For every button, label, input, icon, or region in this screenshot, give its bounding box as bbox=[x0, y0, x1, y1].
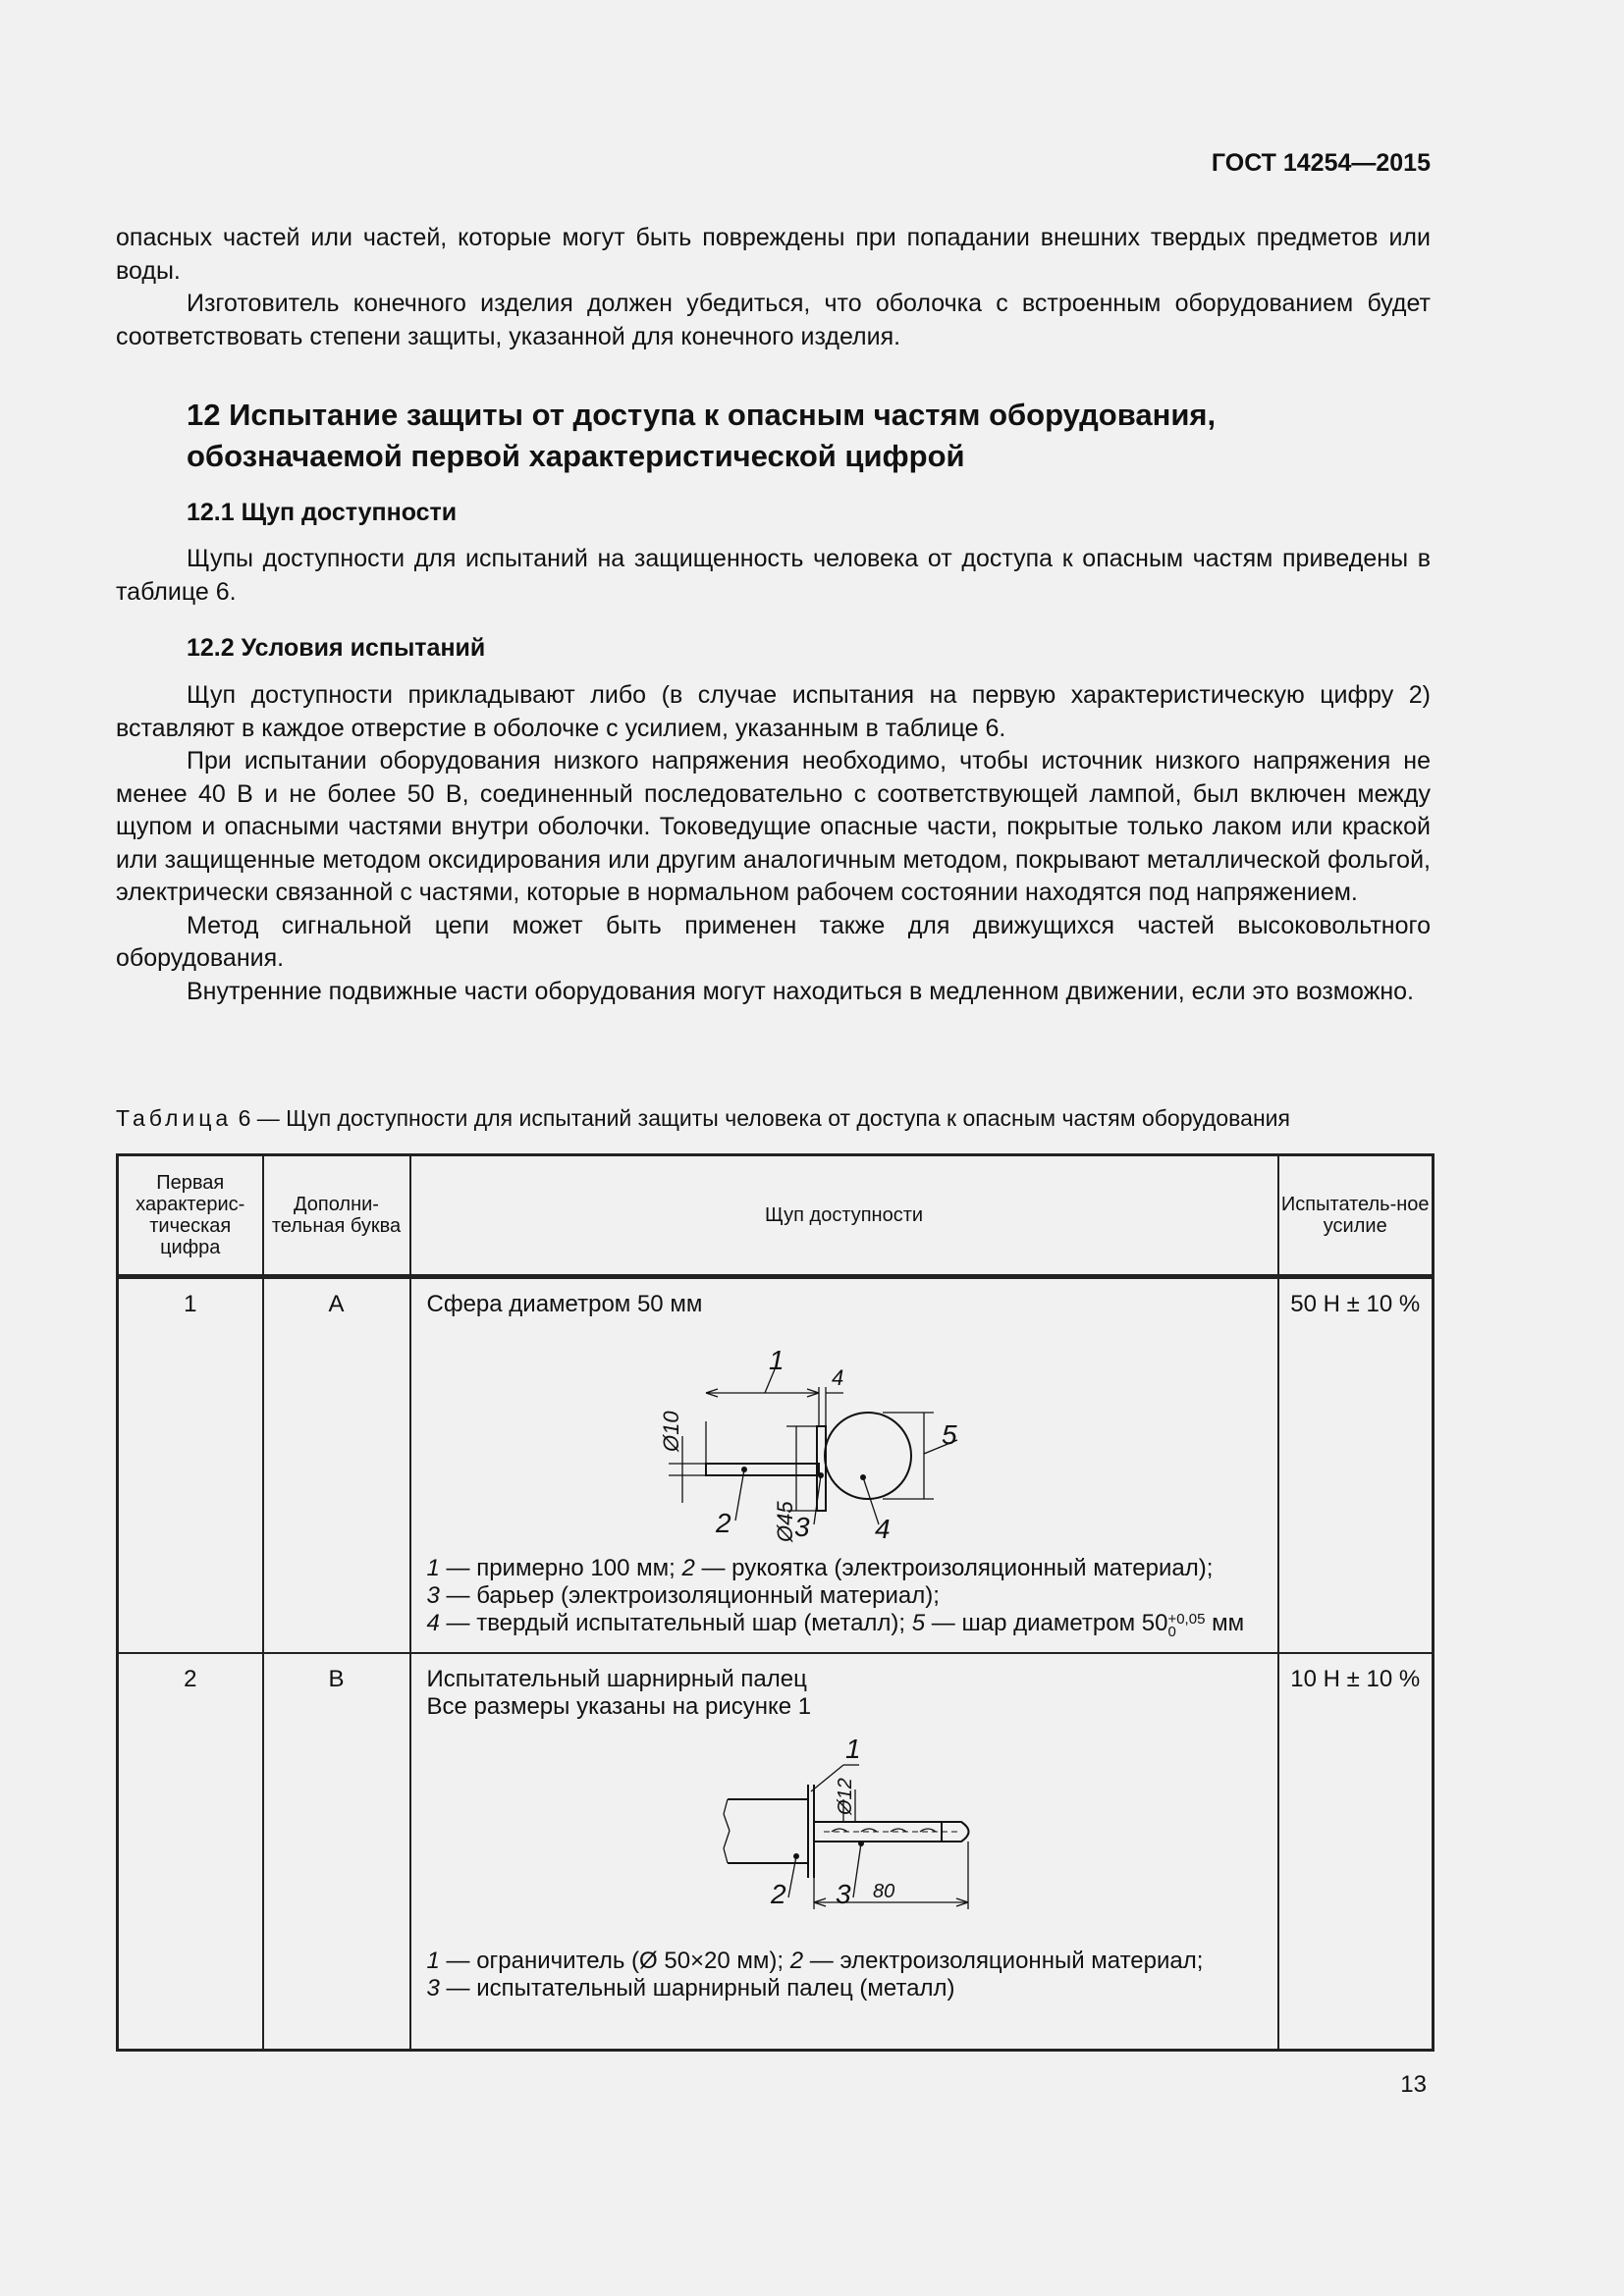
sphere-shape bbox=[825, 1413, 911, 1499]
header-test-force: Испытатель-ное усилие bbox=[1278, 1155, 1434, 1277]
fig1-label-4: 4 bbox=[874, 1514, 891, 1544]
header-first-digit: Первая характерис-тическая цифра bbox=[118, 1155, 263, 1277]
jointed-finger-figure bbox=[411, 1731, 1248, 1942]
ball-diameter: 50 +0,05 0 мм bbox=[1141, 1610, 1245, 1640]
row2-legend-line1: 1 — ограничитель (Ø 50×20 мм); 2 — электроизоляционный материал; bbox=[426, 1947, 1204, 1974]
row1-legend-line3: 4 — твердый испытательный шар (металл); 5 — шар диаметром 50 +0,05 0 мм bbox=[426, 1610, 1245, 1640]
table-header-row bbox=[118, 1155, 1434, 1277]
section-12-2-text bbox=[116, 679, 1431, 1008]
row1-legend-line1: 1 — примерно 100 мм; 2 — рукоятка (электроизоляционный материал); bbox=[426, 1555, 1214, 1581]
row2-letter: B bbox=[263, 1653, 410, 2051]
fig1-dim-d45: Ø45 bbox=[772, 1501, 797, 1542]
table-caption-word: Таблица bbox=[116, 1105, 233, 1131]
section-12-2-title: 12.2 Условия испытаний bbox=[187, 634, 486, 662]
row1-description: Сфера диаметром 50 мм bbox=[426, 1291, 703, 1317]
fig2-dim-d12: Ø12 bbox=[834, 1777, 856, 1815]
section-12-1-title: 12.1 Щуп доступности bbox=[187, 499, 458, 526]
row2-force: 10 Н ± 10 % bbox=[1278, 1653, 1434, 2051]
handle-shape bbox=[706, 1464, 819, 1475]
fig1-label-1: 1 bbox=[768, 1345, 785, 1375]
sphere-probe-figure bbox=[411, 1328, 1248, 1549]
document-header: ГОСТ 14254—2015 bbox=[1211, 149, 1431, 177]
fig2-dim-80: 80 bbox=[872, 1880, 894, 1902]
row1-legend-line2: 3 — барьер (электроизоляционный материал); bbox=[426, 1582, 940, 1609]
fig1-label-3: 3 bbox=[793, 1512, 810, 1542]
fig1-label-4-top: 4 bbox=[831, 1365, 843, 1390]
row1-digit: 1 bbox=[118, 1277, 263, 1653]
table-caption-text: 6 — Щуп доступности для испытаний защиты человека от доступа к опасным частям оборудования bbox=[232, 1105, 1290, 1131]
row2-probe-cell bbox=[410, 1653, 1278, 2051]
row2-description-1: Испытательный шарнирный палец bbox=[426, 1665, 807, 1692]
section-12-1-paragraph: Щупы доступности для испытаний на защищенность человека от доступа к опасным частям приведены в таблице 6. bbox=[116, 545, 1431, 606]
intro-paragraph-2: Изготовитель конечного изделия должен убедиться, что оболочка с встроенным оборудованием будет соответствовать степени защиты, указанной для конечного изделия. bbox=[116, 290, 1431, 350]
row2-description-2: Все размеры указаны на рисунке 1 bbox=[426, 1692, 812, 1720]
row1-probe-cell bbox=[410, 1277, 1278, 1653]
table-caption bbox=[116, 1105, 1290, 1132]
section-12-2-paragraph-4: Внутренние подвижные части оборудования могут находиться в медленном движении, если это возможно. bbox=[187, 977, 1414, 1005]
header-probe: Щуп доступности bbox=[410, 1155, 1278, 1277]
row2-digit: 2 bbox=[118, 1653, 263, 2051]
row1-force: 50 Н ± 10 % bbox=[1278, 1277, 1434, 1653]
page-number: 13 bbox=[1400, 2071, 1427, 2098]
fig1-label-2: 2 bbox=[715, 1508, 731, 1538]
probe-table bbox=[116, 1153, 1435, 2052]
header-additional-letter: Дополни-тельная буква bbox=[263, 1155, 410, 1277]
row2-legend-line2: 3 — испытательный шарнирный палец (металл) bbox=[426, 1974, 955, 2002]
row1-letter: A bbox=[263, 1277, 410, 1653]
table-row bbox=[118, 1277, 1434, 1653]
fig2-label-1: 1 bbox=[844, 1733, 861, 1764]
intro-paragraph-1: опасных частей или частей, которые могут быть повреждены при попадании внешних твердых предметов или воды. bbox=[116, 224, 1431, 285]
fig2-label-3: 3 bbox=[835, 1878, 851, 1909]
section-12-2-paragraph-1: Щуп доступности прикладывают либо (в случае испытания на первую характеристическую цифру 2) вставляют в каждое отверстие в оболочке с усилием, указанным в таблице 6. bbox=[116, 681, 1431, 742]
fig1-dim-d10: Ø10 bbox=[658, 1411, 683, 1452]
table-row bbox=[118, 1653, 1434, 2051]
fig1-label-5: 5 bbox=[941, 1419, 957, 1450]
intro-text bbox=[116, 222, 1431, 353]
section-12-2-paragraph-2: При испытании оборудования низкого напряжения необходимо, чтобы источник низкого напряжения не менее 40 В и не более 50 В, соединенный последовательно с соответствующей лампой, был включен между щупом и опасными частями внутри оболочки. Токоведущие опасные части, покрытые только лаком или краской или защищенные методом оксидирования или другим аналогичным методом, покрывают металлической фольгой, электрически связанной с частями, которые в нормальном рабочем состоянии находятся под напряжением. bbox=[116, 747, 1431, 906]
section-12-1-text bbox=[116, 543, 1431, 609]
fig2-label-2: 2 bbox=[770, 1878, 786, 1909]
section-12-2-paragraph-3: Метод сигнальной цепи может быть применен также для движущихся частей высоковольтного оборудования. bbox=[116, 911, 1431, 972]
section-12-title: 12 Испытание защиты от доступа к опасным частям оборудования, обозначаемой первой характеристической цифрой bbox=[187, 398, 1217, 473]
